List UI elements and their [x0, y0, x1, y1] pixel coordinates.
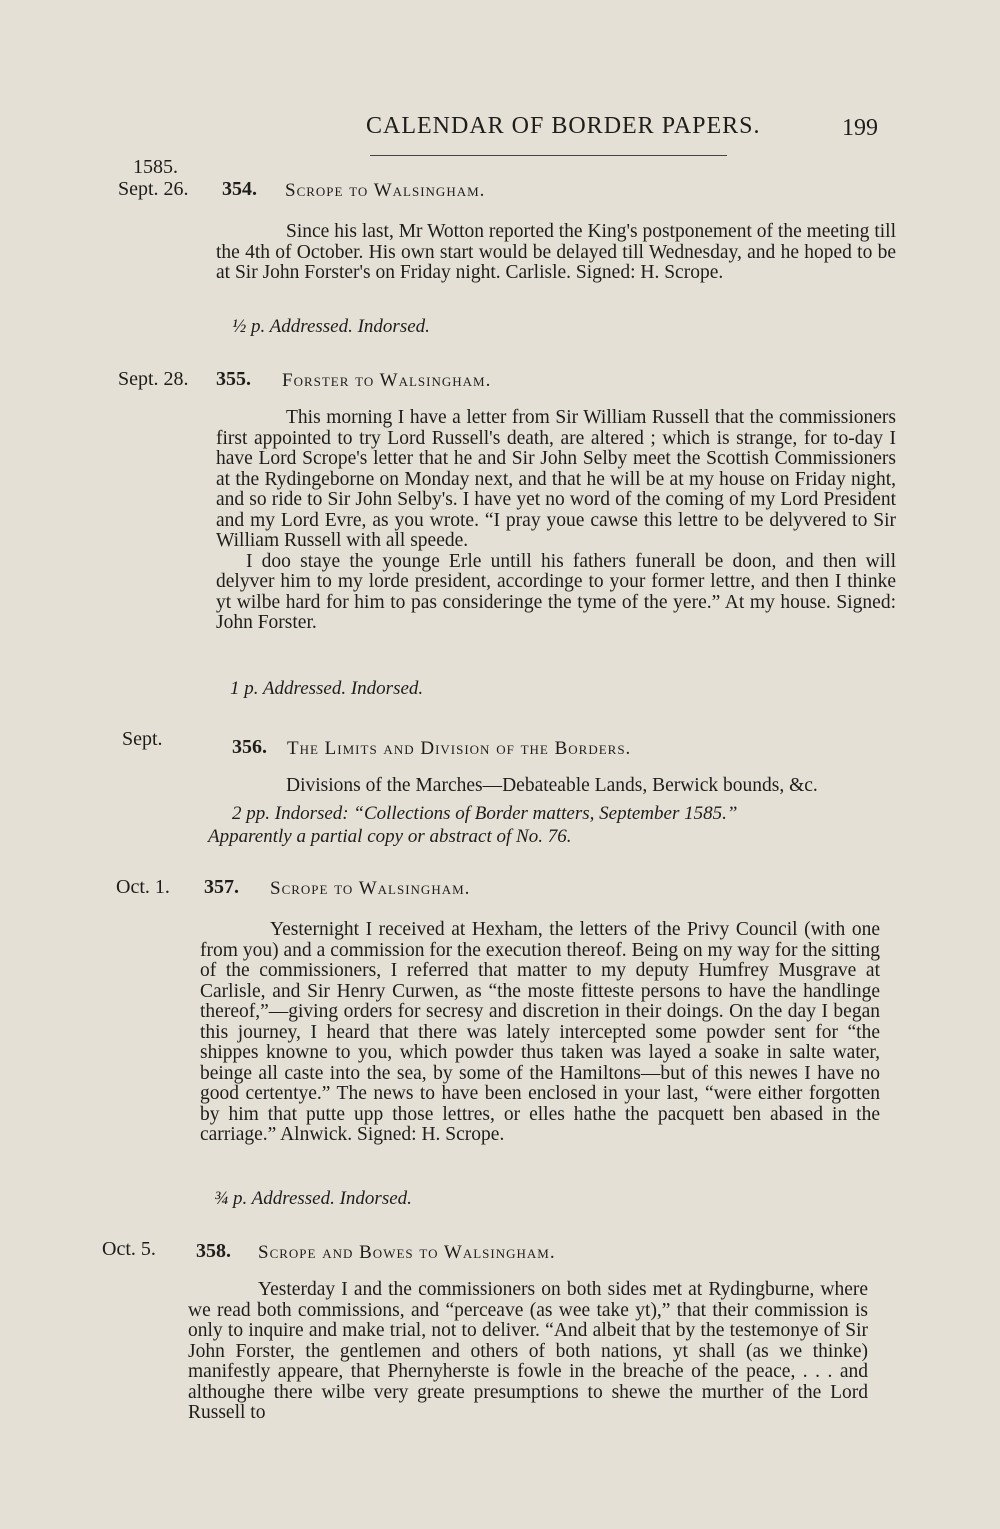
entry-body [216, 222, 896, 284]
entry-number: 354. [222, 178, 257, 200]
entry-title: Scrope and Bowes to Walsingham. [258, 1242, 556, 1263]
entry-paragraph: Yesterday I and the commissioners on both sides met at Rydingburne, where we read both commissions, and “perceave (as wee take yt),” that their commission is only to inquire and make trial, not to deliver. “And albeit that by the testemonye of Sir John Forster, the gentlemen and others of both nations, yt shall (as we thinke) manifestly appeare, that Phernyherste is fowle in the breache of the peace, . . . and althoughe there wilbe very greate presumptions to shewe the murther of the Lord Russell to [188, 1279, 868, 1423]
header-rule [370, 155, 727, 156]
entry-date: Sept. [122, 728, 163, 750]
page-number: 199 [842, 115, 878, 141]
year-label: 1585. [133, 156, 178, 178]
entry-note: 1 p. Addressed. Indorsed. [230, 678, 424, 699]
entry-date: Sept. 28. [118, 368, 189, 390]
entry-title: Forster to Walsingham. [282, 370, 492, 391]
entry-body [188, 1280, 868, 1424]
entry-title: Scrope to Walsingham. [285, 180, 486, 201]
entry-note: 2 pp. Indorsed: “Collections of Border matters, September 1585.” [232, 803, 738, 824]
entry-paragraph: This morning I have a letter from Sir William Russell that the commissioners first appointed to try Lord Russell's death, are altered ; which is strange, for to-day I have Lord Scrope's letter that he and Sir John Selby meet the Scottish Commissioners at the Rydingeborne on Monday next, and that he will be at my house on Friday night, and so ride to Sir John Selby's. I have yet no word of the coming of my Lord President and my Lord Evre, as you wrote. “I pray youe cawse this lettre to be delyvered to Sir William Russell with all speede. [216, 407, 896, 551]
entry-date: Oct. 5. [102, 1238, 156, 1260]
entry-paragraph: Since his last, Mr Wotton reported the King's postponement of the meeting till the 4th of October. His own start would be delayed till Wednesday, and he hoped to be at Sir John Forster's on Friday night. Carlisle. Signed: H. Scrope. [216, 221, 896, 283]
entry-paragraph: Yesternight I received at Hexham, the letters of the Privy Council (with one from you) and a commission for the execution thereof. Being on my way for the sitting of the commissioners, I referred that matter to my deputy Humfrey Musgrave at Carlisle, and Sir Henry Curwen, as “the moste fitteste persons to have the handlinge thereof,”—giving orders for secresy and discretion in their doings. On the day I began this journey, I heard that there was lately intercepted some powder sent for “the shippes knowne to you, which powder thus taken was layed a soake in salte water, beinge all caste into the sea, by some of the Hamiltons—but of this newes I have no good certentye.” The news to have been enclosed in your last, “were either forgotten by him that putte upp those lettres, or elles hathe the pacquett ben abased in the carriage.” Alnwick. Signed: H. Scrope. [200, 919, 880, 1145]
entry-title: Scrope to Walsingham. [270, 878, 471, 899]
entry-body [200, 920, 880, 1146]
running-title: CALENDAR OF BORDER PAPERS. [366, 113, 761, 139]
entry-paragraph: Divisions of the Marches—Debateable Lands, Berwick bounds, &c. [286, 775, 818, 796]
running-header [0, 103, 1000, 143]
entry-editorial-note: Apparently a partial copy or abstract of No. 76. [208, 826, 572, 847]
entry-paragraph: I doo staye the younge Erle untill his fathers funerall be doon, and then will delyver him to my lorde president, accordinge to your former lettre, and then I thinke yt wilbe hard for him to pas consideringe the tyme of the yere.” At my house. Signed: John Forster. [216, 550, 896, 633]
entry-note: ½ p. Addressed. Indorsed. [232, 316, 430, 337]
entry-number: 358. [196, 1240, 231, 1262]
entry-date: Sept. 26. [118, 178, 189, 200]
entry-number: 356. [232, 736, 267, 758]
entry-note: ¾ p. Addressed. Indorsed. [214, 1188, 412, 1209]
entry-number: 355. [216, 368, 251, 390]
entry-title: The Limits and Division of the Borders. [287, 738, 632, 759]
entry-date: Oct. 1. [116, 876, 170, 898]
entry-body [286, 776, 886, 797]
entry-number: 357. [204, 876, 239, 898]
entry-body [216, 408, 896, 634]
